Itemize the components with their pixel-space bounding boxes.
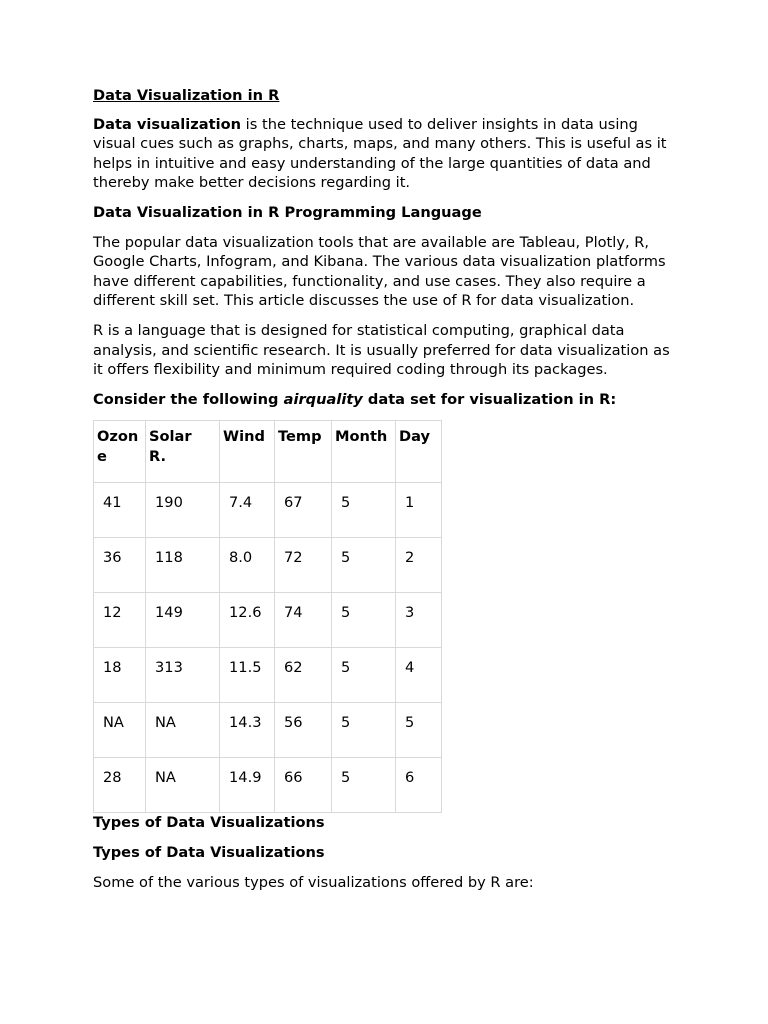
table-cell: 41 (94, 483, 146, 538)
table-row (94, 703, 442, 758)
table-cell: NA (146, 758, 220, 813)
document-body (93, 86, 683, 902)
table-cell: NA (146, 703, 220, 758)
table-cell: 5 (332, 648, 396, 703)
table-cell: 3 (396, 593, 442, 648)
header-day: Day (396, 421, 442, 483)
table-cell: 74 (275, 593, 332, 648)
table-caption (93, 390, 683, 410)
header-temp: Temp (275, 421, 332, 483)
table-cell: 66 (275, 758, 332, 813)
table-caption-pre: Consider the following (93, 390, 284, 408)
table-caption-dataset: airquality (283, 390, 363, 408)
table-caption-post: data set for visualization in R: (362, 390, 617, 408)
table-cell: 12 (94, 593, 146, 648)
document-title: Data Visualization in R (93, 87, 280, 104)
table-cell: 67 (275, 483, 332, 538)
table-cell: 190 (146, 483, 220, 538)
types-heading-repeat: Types of Data Visualizations (93, 843, 325, 861)
table-cell: 5 (332, 538, 396, 593)
table-cell: 5 (396, 703, 442, 758)
section-heading-r-language: Data Visualization in R Programming Language (93, 203, 482, 221)
table-row (94, 538, 442, 593)
table-cell: 313 (146, 648, 220, 703)
table-cell: 5 (332, 758, 396, 813)
table-row (94, 758, 442, 813)
table-cell: 18 (94, 648, 146, 703)
table-cell: 149 (146, 593, 220, 648)
table-cell: 5 (332, 593, 396, 648)
table-cell: 1 (396, 483, 442, 538)
table-cell: 14.3 (220, 703, 275, 758)
table-cell: NA (94, 703, 146, 758)
table-cell: 8.0 (220, 538, 275, 593)
header-ozone: Ozone (94, 421, 146, 483)
types-intro-paragraph: Some of the various types of visualizations offered by R are: (93, 873, 534, 891)
table-row (94, 483, 442, 538)
intro-paragraph (93, 115, 683, 193)
table-cell: 4 (396, 648, 442, 703)
table-cell: 36 (94, 538, 146, 593)
r-language-paragraph: R is a language that is designed for statistical computing, graphical data analysis, and scientific research. It is usually preferred for data visualization as it offers flexibility and minimum required coding through its packages. (93, 321, 670, 379)
intro-bold-term: Data visualization (93, 115, 242, 133)
types-heading: Types of Data Visualizations (93, 814, 325, 832)
tools-paragraph: The popular data visualization tools that are available are Tableau, Plotly, R, Google Charts, Infogram, and Kibana. The various data visualization platforms have different capabilities, functionality, and use cases. They also require a different skill set. This article discusses the use of R for data visualization. (93, 233, 666, 310)
airquality-table (93, 420, 442, 813)
table-header-row (94, 421, 442, 483)
table-cell: 28 (94, 758, 146, 813)
table-cell: 5 (332, 703, 396, 758)
table-cell: 6 (396, 758, 442, 813)
header-month: Month (332, 421, 396, 483)
table-cell: 12.6 (220, 593, 275, 648)
header-wind: Wind (220, 421, 275, 483)
table-cell: 72 (275, 538, 332, 593)
table-row (94, 648, 442, 703)
table-cell: 5 (332, 483, 396, 538)
table-cell: 62 (275, 648, 332, 703)
table-row (94, 593, 442, 648)
table-cell: 2 (396, 538, 442, 593)
header-solar: Solar R. (146, 421, 220, 483)
table-cell: 14.9 (220, 758, 275, 813)
table-cell: 56 (275, 703, 332, 758)
table-cell: 118 (146, 538, 220, 593)
table-cell: 7.4 (220, 483, 275, 538)
intro-text: is the technique used to deliver insights in data using visual cues such as graphs, charts, maps, and many others. This is useful as it helps in intuitive and easy understanding of the large quantities of data and thereby make better decisions regarding it. (93, 115, 667, 192)
table-cell: 11.5 (220, 648, 275, 703)
